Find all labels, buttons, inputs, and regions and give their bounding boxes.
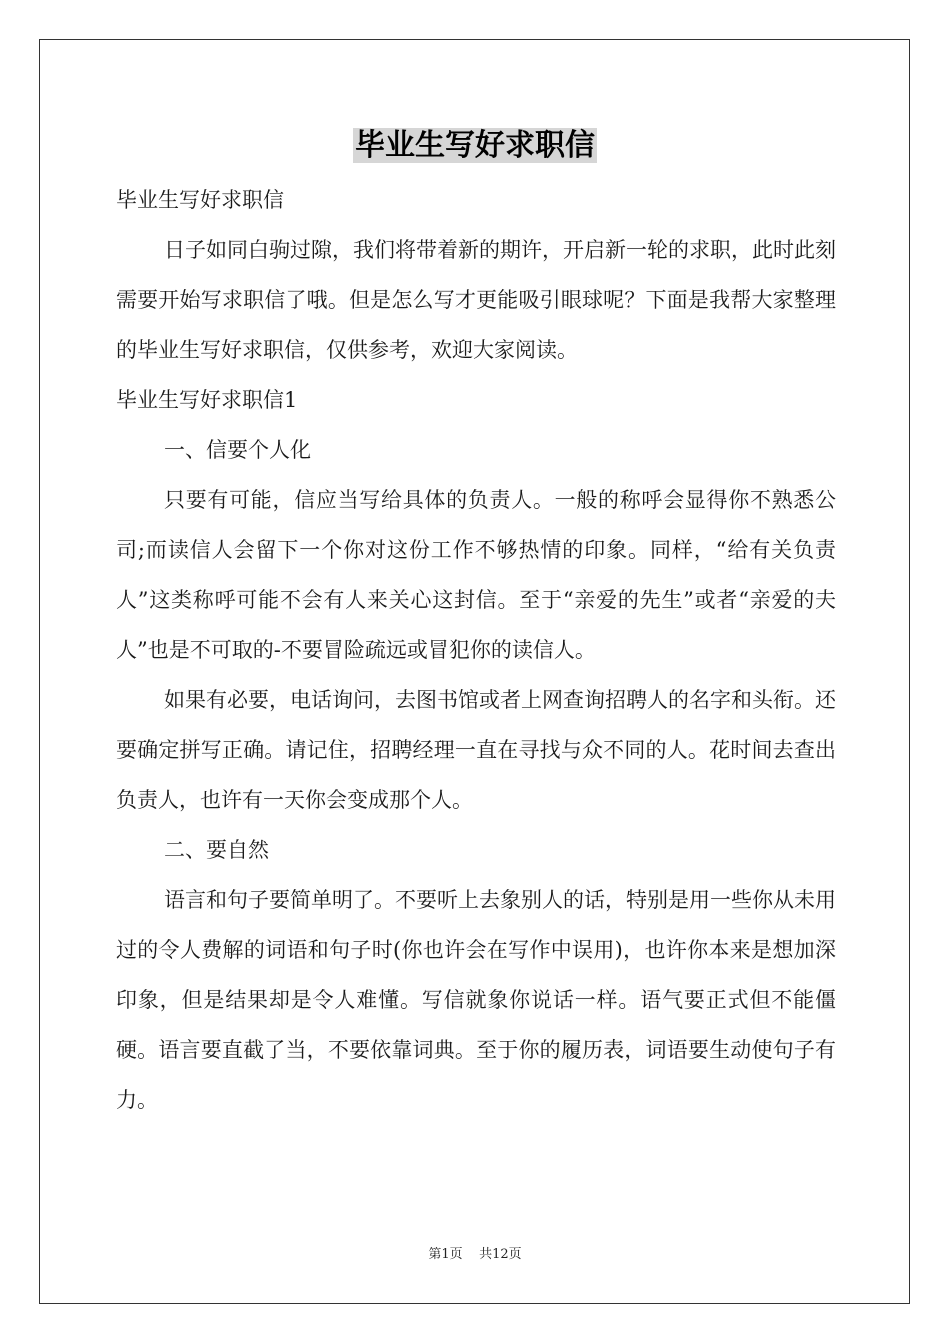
document-body bbox=[116, 175, 836, 1125]
paragraph-body-2: 如果有必要，电话询问，去图书馆或者上网查询招聘人的名字和头衔。还要确定拼写正确。请记住，招聘经理一直在寻找与众不同的人。花时间去查出负责人，也许有一天你会变成那个人。 bbox=[116, 688, 836, 812]
paragraph-intro: 日子如同白驹过隙，我们将带着新的期许，开启新一轮的求职，此时此刻需要开始写求职信了哦。但是怎么写才更能吸引眼球呢？下面是我帮大家整理的毕业生写好求职信，仅供参考，欢迎大家阅读。 bbox=[116, 238, 836, 362]
document-title-text: 毕业生写好求职信 bbox=[355, 128, 595, 163]
paragraph-heading-2: 二、要自然 bbox=[164, 838, 269, 862]
document-title bbox=[0, 124, 950, 168]
paragraph-body-3: 语言和句子要简单明了。不要听上去象别人的话，特别是用一些你从未用过的令人费解的词语和句子时(你也许会在写作中误用)，也许你本来是想加深印象，但是结果却是令人难懂。写信就象你说话一样。语气要正式但不能僵硬。语言要直截了当，不要依靠词典。至于你的履历表，词语要生动使句子有力。 bbox=[116, 888, 836, 1112]
paragraph-heading-1: 一、信要个人化 bbox=[164, 438, 311, 462]
paragraph-subtitle: 毕业生写好求职信 bbox=[116, 188, 284, 212]
paragraph-section-heading: 毕业生写好求职信1 bbox=[116, 388, 298, 412]
page-number: 第1页 bbox=[428, 1247, 463, 1262]
page-total: 共12页 bbox=[479, 1247, 522, 1262]
paragraph-body-1: 只要有可能，信应当写给具体的负责人。一般的称呼会显得你不熟悉公司;而读信人会留下一个你对这份工作不够热情的印象。同样，“给有关负责人”这类称呼可能不会有人来关心这封信。至于“亲爱的先生”或者“亲爱的夫人”也是不可取的-不要冒险疏远或冒犯你的读信人。 bbox=[116, 488, 836, 662]
page-footer bbox=[0, 1243, 950, 1262]
